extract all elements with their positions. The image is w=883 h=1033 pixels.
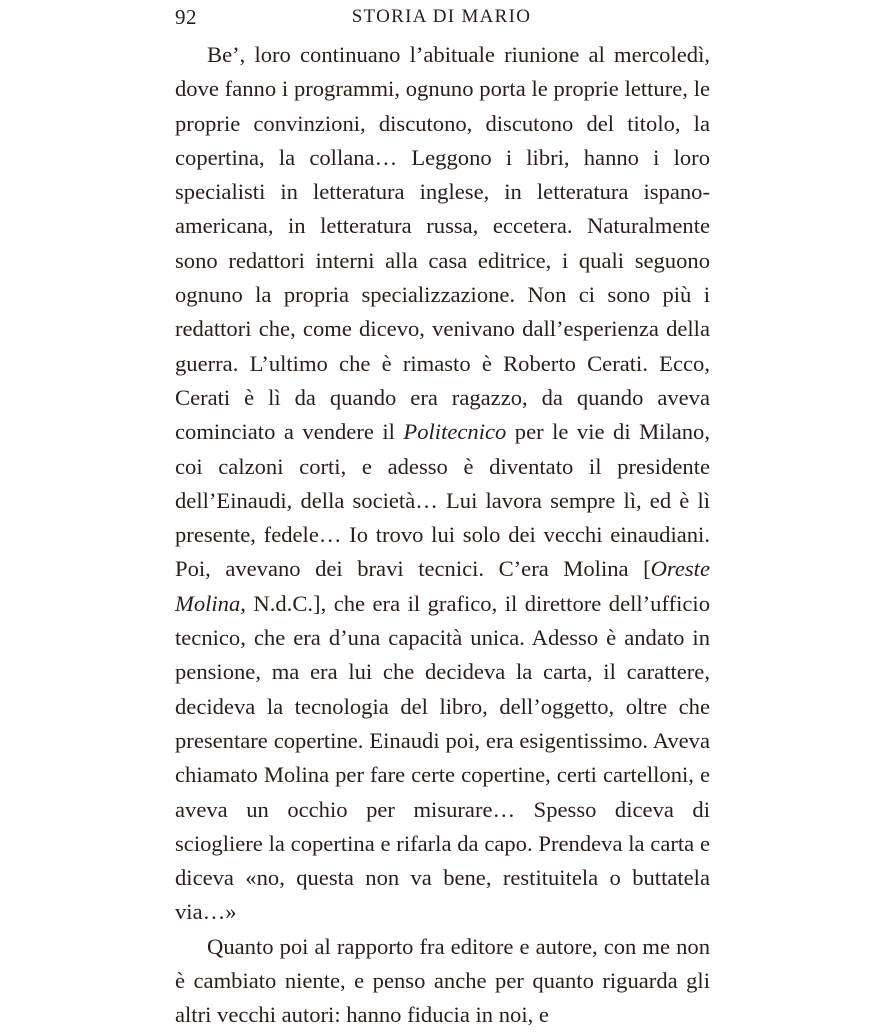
page-number: 92 <box>175 4 197 29</box>
body-text <box>175 38 710 1033</box>
running-head <box>175 0 708 34</box>
paragraph-2: Quanto poi al rapporto fra editore e autore, con me non è cambiato niente, e penso anche per quanto riguarda gli altri vecchi autori: hanno fiducia in noi, e <box>175 933 710 1028</box>
paragraph-1-segment-1: Be’, loro continuano l’abituale riunione al mercoledì, dove fanno i programmi, ognuno porta le proprie letture, le proprie convinzioni, discutono, discutono del titolo, la copertina, la collana… Leggono i libri, hanno i loro specialisti in letteratura inglese, in letteratura ispano-americana, in letteratura russa, eccetera. Naturalmente sono redattori interni alla casa editrice, i quali seguono ognuno la propria specializzazione. Non ci sono più i redattori che, come dicevo, venivano dall’esperienza della guerra. L’ultimo che è rimasto è Roberto Cerati. Ecco, Cerati è lì da quando era ragazzo, da quando aveva cominciato a vendere il <box>175 42 710 445</box>
paragraph-1-segment-3: , N.d.C.], che era il grafico, il direttore dell’ufficio tecnico, che era d’una capacità unica. Adesso è andato in pensione, ma era lui che decideva la carta, il carattere, decideva la tecnologia del libro, dell’oggetto, oltre che presentare copertine. Einaudi poi, era esigentissimo. Aveva chiamato Molina per fare certe copertine, certi cartelloni, e aveva un occhio per misurare… Spesso diceva di sciogliere la copertina e rifarla da capo. Prendeva la carta e diceva «no, questa non va bene, restituitela o buttatela via…» <box>175 590 710 925</box>
paragraph-1 <box>175 38 710 930</box>
running-head-title: STORIA DI MARIO <box>351 6 532 27</box>
italic-politecnico: Politecnico <box>403 419 507 445</box>
italic-oreste-molina: Oreste Molina <box>175 556 710 616</box>
paragraph-1-segment-2: per le vie di Milano, coi calzoni corti, e adesso è diventato il presidente dell’Einaudi, della società… Lui lavora sempre lì, ed è lì presente, fedele… Io trovo lui solo dei vecchi einaudiani. Poi, avevano dei bravi tecnici. C’era Molina [ <box>175 419 710 582</box>
